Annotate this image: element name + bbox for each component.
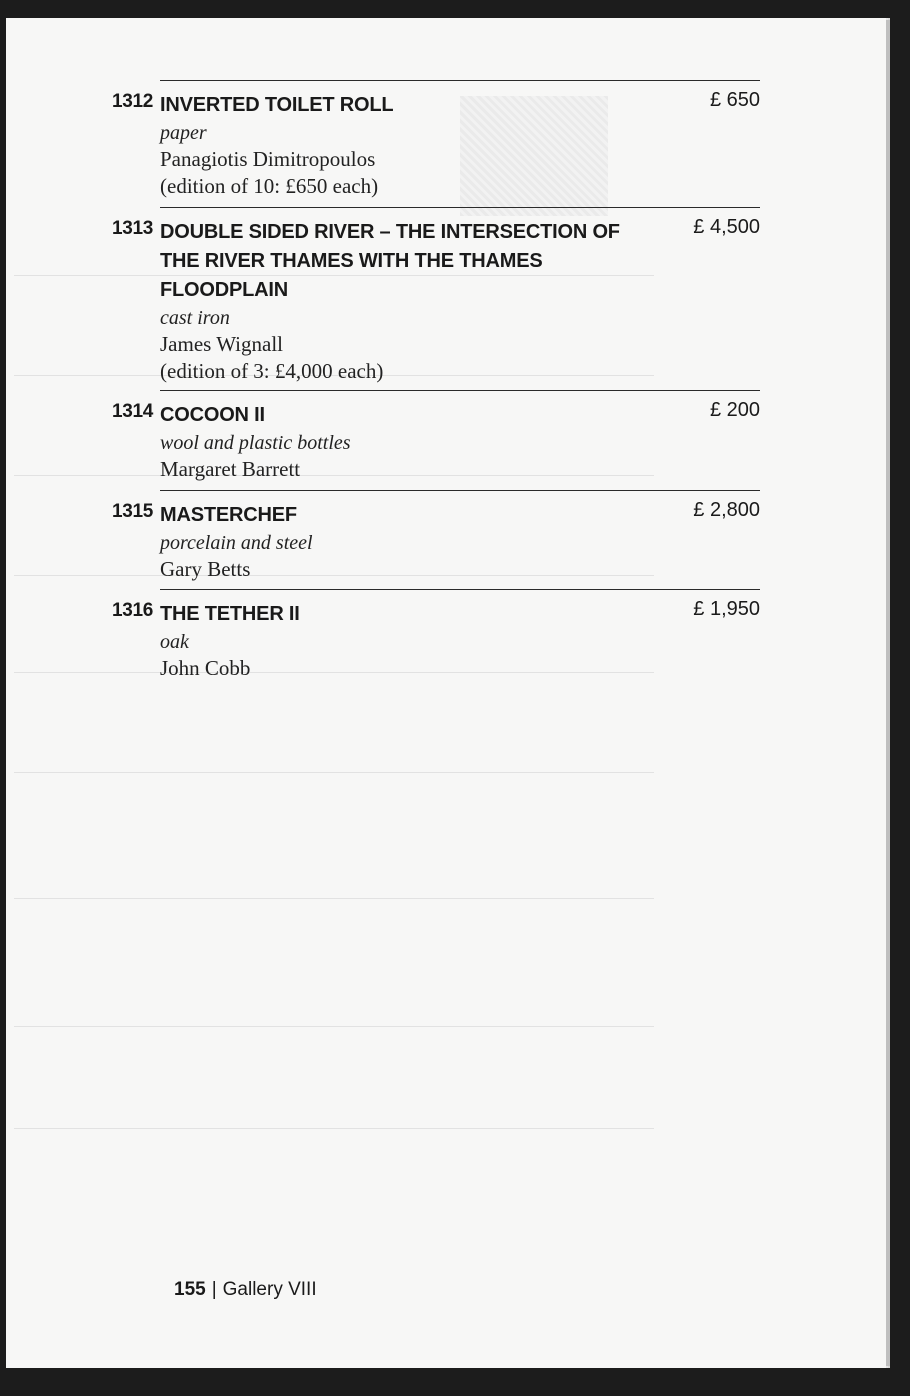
page-footer (174, 1279, 317, 1301)
entry-title: MASTERCHEF (160, 504, 297, 526)
bleed-through-rule (14, 898, 654, 899)
entry-title: COCOON II (160, 404, 265, 426)
entry-price: £ 2,800 (693, 499, 760, 521)
entry-number: 1312 (112, 91, 154, 112)
entry-title: DOUBLE SIDED RIVER – THE INTERSECTION OF THE RIVER THAMES WITH THE THAMES FLOODPLAIN (160, 221, 620, 301)
entry-artist: Panagiotis Dimitropoulos (160, 147, 376, 171)
catalogue-entry (112, 80, 760, 200)
entry-price: £ 4,500 (693, 216, 760, 238)
entry-medium: cast iron (160, 307, 230, 329)
entry-number: 1315 (112, 501, 154, 522)
entry-number: 1314 (112, 401, 154, 422)
entry-price: £ 1,950 (693, 598, 760, 620)
entry-edition: (edition of 10: £650 each) (160, 174, 379, 198)
entry-number: 1313 (112, 218, 154, 239)
footer-separator: | (211, 1279, 217, 1300)
catalogue-entry (112, 589, 760, 682)
entry-artist: Gary Betts (160, 557, 251, 581)
entry-medium: wool and plastic bottles (160, 432, 351, 454)
catalogue-entry (112, 490, 760, 583)
bleed-through-rule (14, 772, 654, 773)
catalogue-entry (112, 390, 760, 483)
entry-artist: Margaret Barrett (160, 457, 301, 481)
page-edge (886, 20, 890, 1366)
section-name: Gallery VIII (222, 1279, 317, 1300)
bleed-through-rule (14, 1026, 654, 1027)
entry-artist: John Cobb (160, 656, 251, 680)
entry-edition: (edition of 3: £4,000 each) (160, 359, 384, 383)
entry-title: THE TETHER II (160, 603, 300, 625)
page-number: 155 (174, 1279, 206, 1300)
entry-price: £ 200 (709, 399, 760, 421)
entry-price: £ 650 (709, 89, 760, 111)
entry-artist: James Wignall (160, 332, 283, 356)
entry-medium: oak (160, 631, 189, 653)
entry-medium: porcelain and steel (160, 532, 313, 554)
entry-number: 1316 (112, 600, 154, 621)
bleed-through-rule (14, 1128, 654, 1129)
catalogue-entry (112, 207, 760, 385)
entry-medium: paper (160, 122, 207, 144)
entry-title: INVERTED TOILET ROLL (160, 94, 394, 116)
